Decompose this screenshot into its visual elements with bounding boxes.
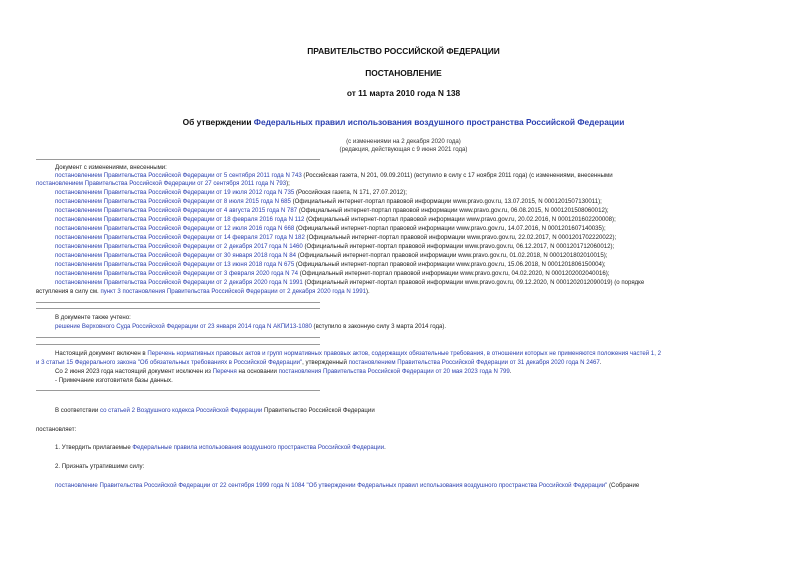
amendment-link[interactable]: постановлением Правительства Российской Федерации от 19 июля 2012 года N 735 <box>55 189 295 196</box>
amendment-line <box>55 216 616 224</box>
amendment-text: (Официальный интернет-портал правовой информации www.pravo.gov.ru, 09.12.2020, N 0001202012090019) (о порядке <box>302 279 645 286</box>
notice-text: Настоящий документ включен в <box>55 350 148 357</box>
item-text: 1. Утвердить прилагаемые <box>55 444 133 451</box>
amendment-text: (Официальный интернет-портал правовой информации www.pravo.gov.ru, 22.02.2017, N 0001201702220022); <box>304 234 617 241</box>
considered-text: (вступило в законную силу 3 марта 2014 года). <box>311 323 447 330</box>
repealed-line <box>55 482 639 490</box>
notice-line <box>36 359 601 367</box>
amendment-link[interactable]: постановлением Правительства Российской Федерации от 2 декабря 2020 года N 1991 <box>55 279 303 286</box>
amendment-line <box>55 261 606 269</box>
editor-note: - Примечание изготовителя базы данных. <box>55 377 173 384</box>
amendment-link[interactable]: постановлением Правительства Российской Федерации от 8 июля 2015 года N 685 <box>55 198 291 205</box>
divider <box>36 390 320 391</box>
repealed-text: (Собрание <box>607 482 640 489</box>
amendment-link[interactable]: постановлением Правительства Российской Федерации от 30 января 2018 года N 84 <box>55 252 297 259</box>
document-date: от 11 марта 2010 года N 138 <box>346 88 461 98</box>
notice-text: . <box>599 359 602 366</box>
resolution-1084-link[interactable]: постановление Правительства Российской Федерации от 22 сентября 1999 года N 1084 "Об утверждении Федеральных правил использования воздушного пространства Российской Федерации" <box>55 482 608 489</box>
amendment-line <box>55 270 609 278</box>
considered-line <box>55 323 446 331</box>
amendment-text: (Официальный интернет-портал правовой информации www.pravo.gov.ru, 13.07.2015, N 0001201507130011); <box>290 198 602 205</box>
government-heading: ПРАВИТЕЛЬСТВО РОССИЙСКОЙ ФЕДЕРАЦИИ <box>307 46 500 56</box>
document-title <box>0 117 807 127</box>
document-type: ПОСТАНОВЛЕНИЕ <box>365 68 442 78</box>
resolves-label: постановляет: <box>36 426 77 433</box>
divider <box>36 302 320 303</box>
amendment-line <box>55 225 606 233</box>
notice-text: . <box>509 368 512 375</box>
amendment-line <box>55 189 407 197</box>
edition-effective: (редакция, действующая с 9 июня 2021 года) <box>339 146 468 153</box>
amendment-link[interactable]: постановлением Правительства Российской Федерации от 13 июня 2018 года N 675 <box>55 261 295 268</box>
air-code-link[interactable]: со статьей 2 Воздушного кодекса Российской Федерации <box>99 407 263 414</box>
perechen-short-link[interactable]: Перечня <box>212 368 237 375</box>
amendment-text: (Официальный интернет-портал правовой информации www.pravo.gov.ru, 06.12.2017, N 0001201712060012); <box>302 243 615 250</box>
tail-link[interactable]: пункт 3 постановления Правительства Российской Федерации от 2 декабря 2020 года N 1991 <box>100 288 366 295</box>
notice-text: на основании <box>236 368 279 375</box>
amendment-link[interactable]: постановлением Правительства Российской Федерации от 4 августа 2015 года N 787 <box>55 207 298 214</box>
amendment-line <box>55 243 614 251</box>
edition-changes: (с изменениями на 2 декабря 2020 года) <box>346 138 461 145</box>
amendment-line <box>55 172 613 180</box>
amendment-line <box>55 207 609 215</box>
resolution-799-link[interactable]: постановления Правительства Российской Федерации от 20 мая 2023 года N 799 <box>278 368 510 375</box>
rules-link[interactable]: Федеральные правила использования воздушного пространства Российской Федерации <box>132 444 385 451</box>
federal-law-link[interactable]: и 3 статьи 15 Федерального закона "Об обязательных требованиях в Российской Федерации" <box>36 359 303 366</box>
amendment-text: (Российская газета, N 201, 09.09.2011) (вступило в силу с 17 ноября 2011 года) (с изменениями, внесенными <box>301 172 613 179</box>
amendment-tail <box>36 288 370 296</box>
basis-text: Правительство Российской Федерации <box>262 407 375 414</box>
title-prefix: Об утверждении <box>182 117 254 127</box>
notice-text: , утвержденный <box>302 359 349 366</box>
title-rules-link[interactable]: Федеральных правил использования воздушного пространства Российской Федерации <box>253 117 625 127</box>
amendment-text: (Официальный интернет-портал правовой информации www.pravo.gov.ru, 06.08.2015, N 0001201508060012); <box>297 207 609 214</box>
amendment-text: (Официальный интернет-портал правовой информации www.pravo.gov.ru, 14.07.2016, N 0001201607140035); <box>294 225 606 232</box>
amendment-text: (Официальный интернет-портал правовой информации www.pravo.gov.ru, 01.02.2018, N 0001201802010015); <box>296 252 608 259</box>
notice-text: Со 2 июня 2023 года настоящий документ исключен из <box>55 368 213 375</box>
amendment-link[interactable]: постановлением Правительства Российской Федерации от 5 сентября 2011 года N 743 <box>55 172 302 179</box>
amendments-intro: Документ с изменениями, внесенными: <box>55 164 167 171</box>
basis-line <box>55 407 375 415</box>
amendment-text: (Официальный интернет-портал правовой информации www.pravo.gov.ru, 04.02.2020, N 0001202002040016); <box>298 270 610 277</box>
considered-intro: В документе также учтено: <box>55 314 131 321</box>
basis-text: В соответствии <box>55 407 100 414</box>
divider <box>36 337 320 338</box>
item-2: 2. Признать утратившими силу: <box>55 463 145 470</box>
tail-suffix: ). <box>365 288 370 295</box>
item-1 <box>55 444 386 452</box>
amendment-line <box>55 234 616 242</box>
divider <box>36 344 320 345</box>
amendment-link[interactable]: постановлением Правительства Российской Федерации от 2 декабря 2017 года N 1460 <box>55 243 303 250</box>
notice-line <box>55 350 661 358</box>
amendment-line <box>36 180 290 188</box>
divider <box>36 159 320 160</box>
amendment-link[interactable]: постановлением Правительства Российской Федерации от 18 февраля 2016 года N 112 <box>55 216 305 223</box>
amendment-link[interactable]: постановлением Правительства Российской Федерации от 27 сентября 2011 года N 793 <box>36 180 287 187</box>
amendment-line <box>55 252 607 260</box>
perechen-link[interactable]: Перечень нормативных правовых актов и групп нормативных правовых актов, содержащих обязательные требования, в отношении которых не применяются положения частей 1, 2 <box>147 350 661 357</box>
amendment-link[interactable]: постановлением Правительства Российской Федерации от 14 февраля 2017 года N 182 <box>55 234 305 241</box>
notice-line <box>55 368 511 376</box>
amendment-text: ); <box>286 180 290 187</box>
amendment-text: (Официальный интернет-портал правовой информации www.pravo.gov.ru, 15.06.2018, N 0001201806150004); <box>294 261 606 268</box>
amendment-line <box>55 198 602 206</box>
amendment-text: (Российская газета, N 171, 27.07.2012); <box>294 189 407 196</box>
amendment-link[interactable]: постановлением Правительства Российской Федерации от 12 июля 2016 года N 668 <box>55 225 295 232</box>
tail-prefix: вступления в силу см. <box>36 288 101 295</box>
divider <box>36 308 320 309</box>
amendment-line <box>55 279 644 287</box>
court-decision-link[interactable]: решение Верховного Суда Российской Федерации от 23 января 2014 года N АКПИ13-1080 <box>55 323 312 330</box>
amendment-link[interactable]: постановлением Правительства Российской Федерации от 3 февраля 2020 года N 74 <box>55 270 299 277</box>
resolution-2467-link[interactable]: постановлением Правительства Российской Федерации от 31 декабря 2020 года N 2467 <box>348 359 600 366</box>
item-text: . <box>384 444 386 451</box>
amendment-text: (Официальный интернет-портал правовой информации www.pravo.gov.ru, 20.02.2016, N 0001201602200008); <box>304 216 616 223</box>
